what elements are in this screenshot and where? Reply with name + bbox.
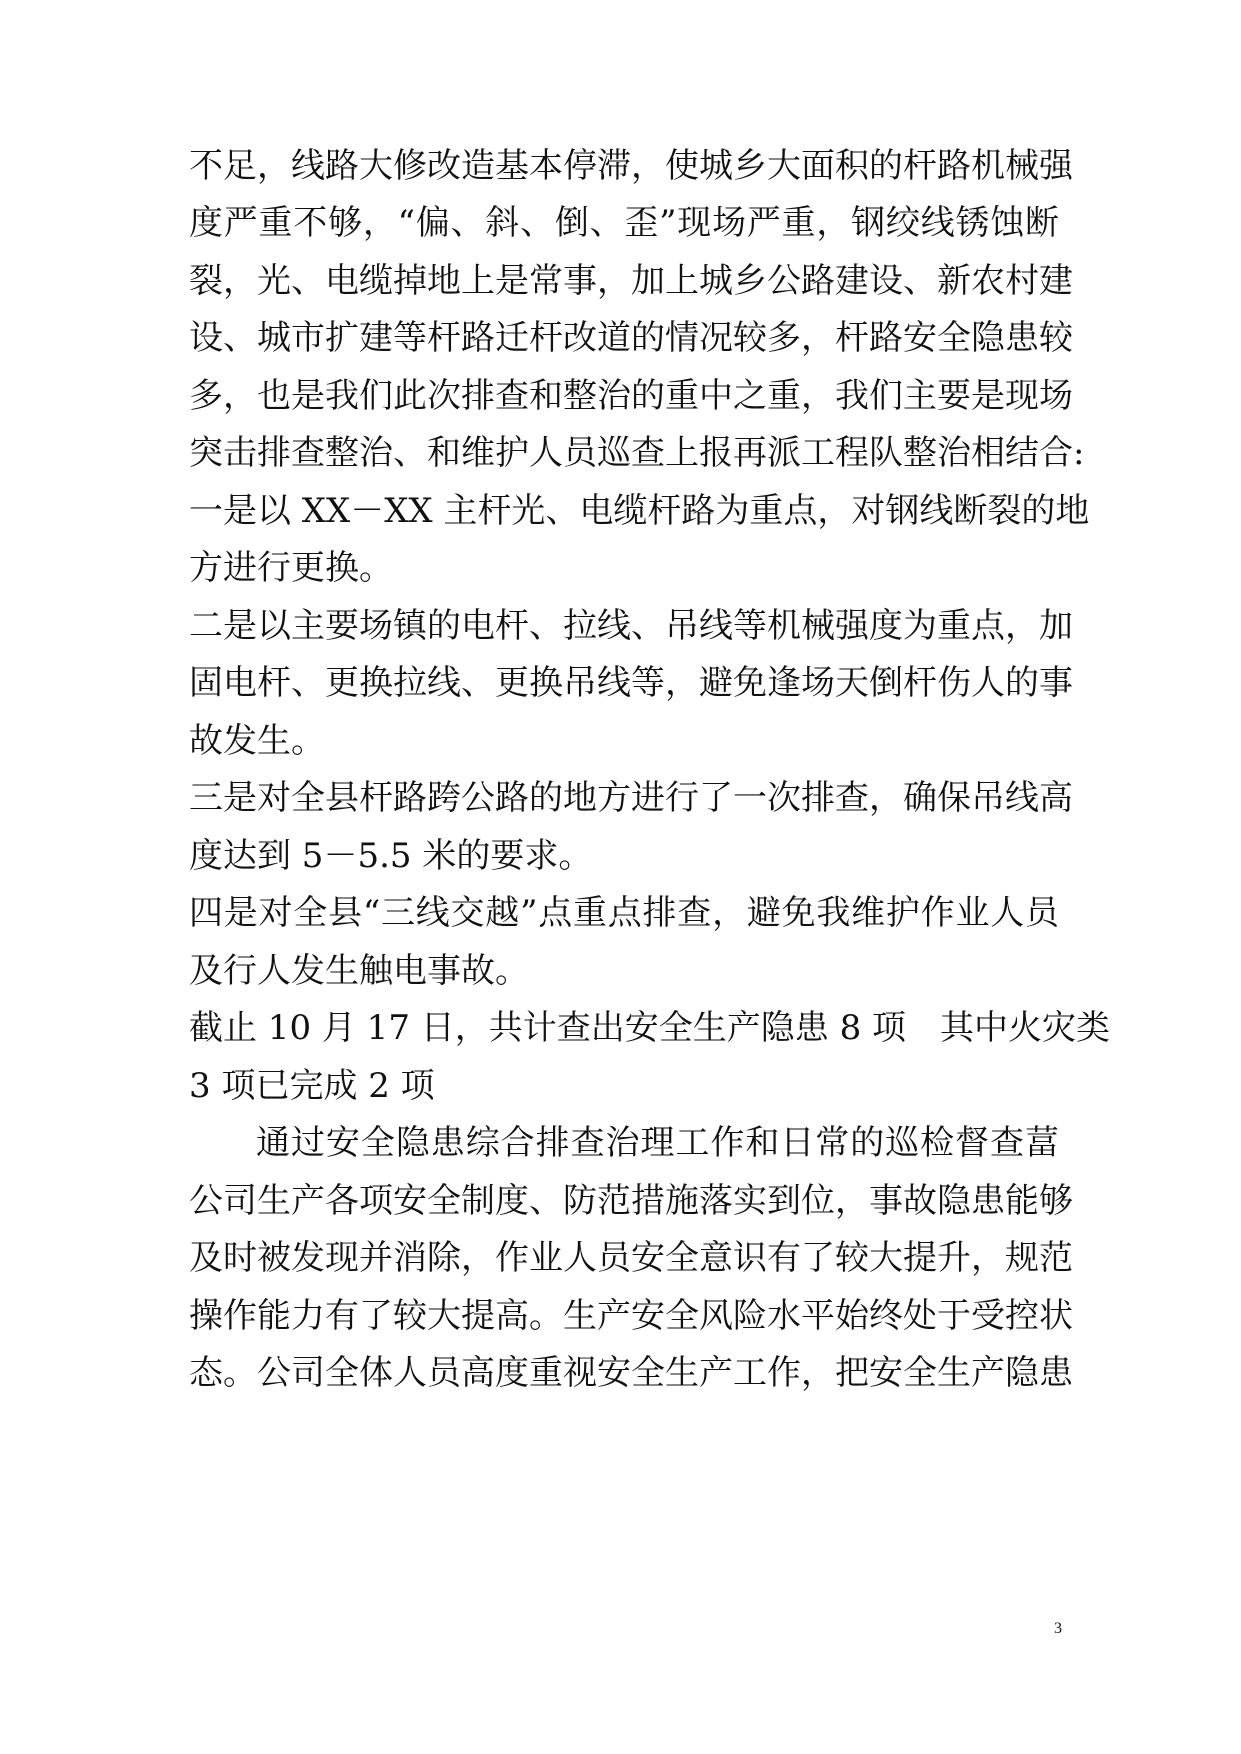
text-line: 故发生。 <box>189 721 325 761</box>
text-line: 通过安全隐患综合排查治理工作和日常的巡检督查葍 <box>256 1123 1059 1163</box>
text-line: 裂，光、电缆掉地上是常事，加上城乡公路建设、新农村建 <box>189 261 1073 301</box>
text-line: 操作能力有了较大提高。生产安全风险水平始终处于受控状 <box>189 1296 1073 1336</box>
text-line: 四是对全县“三线交越”点重点排查，避免我维护作业人员 <box>189 893 1059 933</box>
text-line: 突击排查整治、和维护人员巡查上报再派工程队整治相结合: <box>189 433 1085 473</box>
text-line: 公司生产各项安全制度、防范措施落实到位，事故隐患能够 <box>189 1181 1073 1221</box>
text-line: 及行人发生触电事故。 <box>189 951 529 991</box>
text-line: 不足，线路大修改造基本停滞，使城乡大面积的杆路机械强 <box>189 146 1073 186</box>
text-line: 设、城市扩建等杆路迁杆改道的情况较多，杆路安全隐患较 <box>189 318 1073 358</box>
text-line: 方进行更换。 <box>189 548 393 588</box>
text-line: 固电杆、更换拉线、更换吊线等，避免逢场天倒杆伤人的事 <box>189 663 1073 703</box>
text-line: 度严重不够，“偏、斜、倒、歪”现场严重，钢绞线锈蚀断 <box>189 203 1059 243</box>
text-line: 三是对全县杆路跨公路的地方进行了一次排查，确保吊线高 <box>189 778 1073 818</box>
text-line: 截止 10 月 17 日，共计查出安全生产隐患 8 项 其中火灾类 <box>189 1008 1111 1048</box>
page-number: 3 <box>1054 1620 1062 1637</box>
text-line: 二是以主要场镇的电杆、拉线、吊线等机械强度为重点，加 <box>189 606 1073 646</box>
text-line: 多，也是我们此次排查和整治的重中之重，我们主要是现场 <box>189 376 1073 416</box>
text-line: 及时被发现并消除，作业人员安全意识有了较大提升，规范 <box>189 1238 1073 1278</box>
text-line: 度达到 5－5.5 米的要求。 <box>189 836 593 876</box>
text-line: 一是以 XX－XX 主杆光、电缆杆路为重点，对钢线断裂的地 <box>189 491 1090 531</box>
text-line: 态。公司全体人员高度重视安全生产工作，把安全生产隐患 <box>189 1353 1073 1393</box>
text-line: 3 项已完成 2 项 <box>189 1066 435 1106</box>
